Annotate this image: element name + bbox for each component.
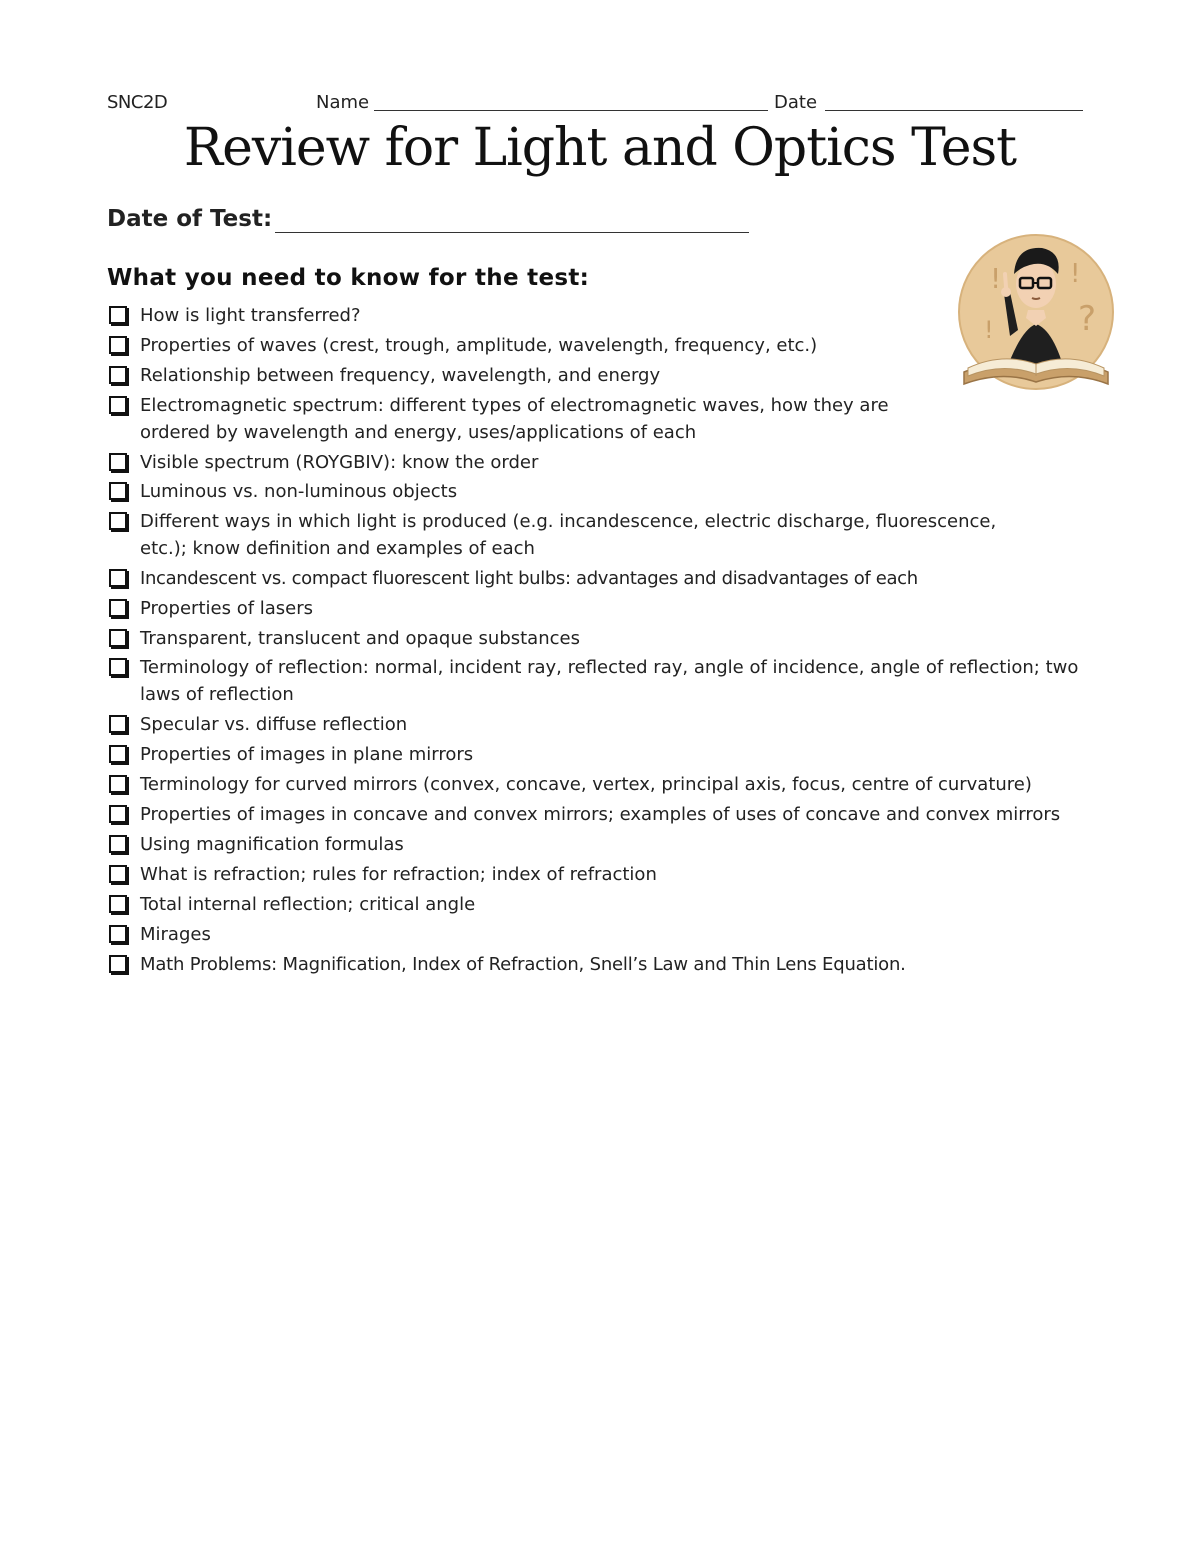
empty-checkbox-icon[interactable]	[109, 512, 127, 530]
empty-checkbox-icon[interactable]	[109, 306, 127, 324]
svg-text:!: !	[1070, 259, 1081, 289]
checklist-item	[107, 711, 1102, 738]
empty-checkbox-icon[interactable]	[109, 396, 127, 414]
empty-checkbox-icon[interactable]	[109, 715, 127, 733]
checklist-item	[107, 302, 1102, 329]
checklist-item-text: Incandescent vs. compact fluorescent light bulbs: advantages and disadvantages of each	[140, 568, 918, 589]
checklist-item-text: Electromagnetic spectrum: different types of electromagnetic waves, how they are ordered by wavelength and energy, uses/applications of each	[140, 395, 889, 443]
checklist-item	[107, 449, 1102, 476]
empty-checkbox-icon[interactable]	[109, 482, 127, 500]
svg-text:?: ?	[1078, 299, 1097, 339]
checklist-item-text: Terminology of reflection: normal, incident ray, reflected ray, angle of incidence, angle of reflection; two laws of reflection	[140, 657, 1079, 705]
date-blank-line	[825, 110, 1083, 111]
checklist-item	[107, 654, 1102, 708]
checklist-item	[107, 478, 1102, 505]
empty-checkbox-icon[interactable]	[109, 745, 127, 763]
checklist-item	[107, 831, 1102, 858]
empty-checkbox-icon[interactable]	[109, 805, 127, 823]
empty-checkbox-icon[interactable]	[109, 658, 127, 676]
checklist-item-text: Visible spectrum (ROYGBIV): know the order	[140, 452, 539, 473]
checklist-item-text: Luminous vs. non-luminous objects	[140, 481, 458, 502]
empty-checkbox-icon[interactable]	[109, 955, 127, 973]
empty-checkbox-icon[interactable]	[109, 775, 127, 793]
checklist-item-text: Transparent, translucent and opaque substances	[140, 628, 580, 649]
checklist-item	[107, 392, 1102, 446]
checklist-item-text: Math Problems: Magnification, Index of Refraction, Snell’s Law and Thin Lens Equation.	[140, 954, 906, 975]
checklist-item	[107, 625, 1102, 652]
page-title: Review for Light and Optics Test	[183, 118, 1017, 178]
checklist-item-text: Properties of images in concave and convex mirrors; examples of uses of concave and convex mirrors	[140, 804, 1061, 825]
review-checklist	[107, 302, 1102, 981]
course-code: SNC2D	[107, 92, 168, 113]
test-date-label: Date of Test:	[107, 206, 273, 232]
checklist-item	[107, 332, 1102, 359]
svg-text:!: !	[990, 262, 1002, 295]
checklist-item-text: Relationship between frequency, wavelength, and energy	[140, 365, 661, 386]
checklist-item-text: Specular vs. diffuse reflection	[140, 714, 408, 735]
checklist-item-text: Different ways in which light is produced (e.g. incandescence, electric discharge, fluorescence, etc.); know definition and examples of each	[140, 511, 997, 559]
empty-checkbox-icon[interactable]	[109, 925, 127, 943]
checklist-item	[107, 595, 1102, 622]
checklist-item	[107, 861, 1102, 888]
test-date-blank-line	[275, 232, 749, 233]
empty-checkbox-icon[interactable]	[109, 629, 127, 647]
checklist-item-text: Total internal reflection; critical angle	[140, 894, 476, 915]
empty-checkbox-icon[interactable]	[109, 835, 127, 853]
checklist-item	[107, 951, 1102, 978]
checklist-item	[107, 771, 1102, 798]
empty-checkbox-icon[interactable]	[109, 599, 127, 617]
name-blank-line	[374, 110, 768, 111]
empty-checkbox-icon[interactable]	[109, 453, 127, 471]
checklist-item-text: How is light transferred?	[140, 305, 361, 326]
checklist-item-text: What is refraction; rules for refraction; index of refraction	[140, 864, 657, 885]
checklist-item	[107, 508, 1102, 562]
checklist-item	[107, 565, 1102, 592]
checklist-item	[107, 362, 1102, 389]
date-label: Date	[774, 92, 818, 113]
checklist-item	[107, 891, 1102, 918]
empty-checkbox-icon[interactable]	[109, 895, 127, 913]
svg-text:!: !	[984, 316, 994, 344]
header-line	[107, 90, 1087, 116]
checklist-item	[107, 741, 1102, 768]
checklist-item	[107, 801, 1102, 828]
empty-checkbox-icon[interactable]	[109, 336, 127, 354]
section-heading: What you need to know for the test:	[107, 265, 590, 291]
empty-checkbox-icon[interactable]	[109, 569, 127, 587]
checklist-item-text: Properties of waves (crest, trough, amplitude, wavelength, frequency, etc.)	[140, 335, 818, 356]
checklist-item-text: Using magnification formulas	[140, 834, 404, 855]
checklist-item-text: Mirages	[140, 924, 211, 945]
name-label: Name	[316, 92, 370, 113]
checklist-item-text: Properties of images in plane mirrors	[140, 744, 474, 765]
checklist-item	[107, 921, 1102, 948]
empty-checkbox-icon[interactable]	[109, 865, 127, 883]
checklist-item-text: Terminology for curved mirrors (convex, concave, vertex, principal axis, focus, centre of curvature)	[140, 774, 1032, 795]
checklist-item-text: Properties of lasers	[140, 598, 314, 619]
empty-checkbox-icon[interactable]	[109, 366, 127, 384]
